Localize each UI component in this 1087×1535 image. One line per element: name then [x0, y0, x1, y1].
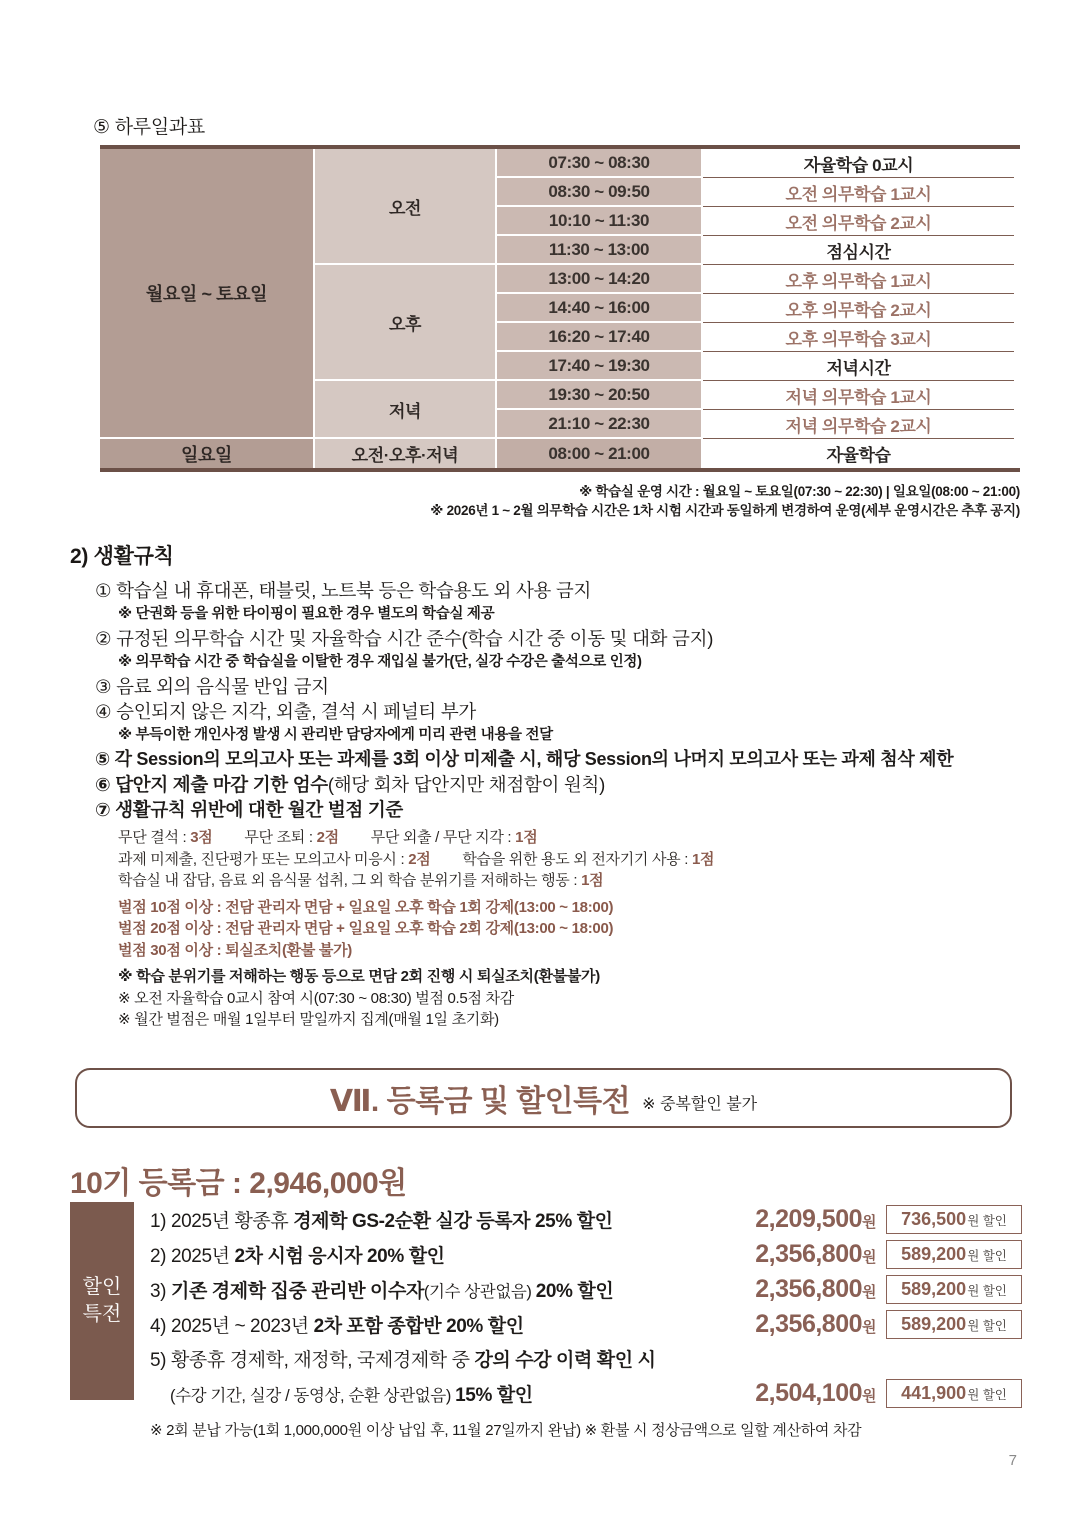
- discount-amount-box: [886, 1379, 1022, 1408]
- rule-2-note: ※ 의무학습 시간 중 학습실을 이탈한 경우 재입실 불가(단, 실강 수강은 출석으로 인정): [118, 654, 642, 670]
- item-text-bold: 15% 할인: [455, 1385, 533, 1406]
- discounted-price: [708, 1379, 876, 1408]
- penalty-label: 학습을 위한 용도 외 전자기기 사용 :: [462, 850, 692, 868]
- price-number: 2,356,800: [755, 1310, 862, 1338]
- penalty-label: 무단 외출 / 무단 지각 :: [370, 829, 516, 846]
- time-cell: 21:10 ~ 22:30: [497, 410, 703, 439]
- penalty-label: 무단 결석 :: [118, 829, 191, 846]
- price-number: 2,209,500: [755, 1205, 862, 1233]
- penalty-line-1: [118, 827, 1075, 849]
- item-text-bold: 2차 포함 종합반 20% 할인: [313, 1316, 524, 1337]
- penalty-value: 1점: [515, 829, 538, 846]
- price-number: 2,356,800: [755, 1240, 862, 1268]
- price-unit: 원: [862, 1319, 876, 1336]
- discount-item-2: [150, 1237, 1022, 1272]
- penalty-pair: [118, 829, 212, 846]
- item-text-bold: 20% 할인: [535, 1281, 614, 1302]
- activity-cell: 오전 의무학습 1교시: [703, 178, 1014, 207]
- time-cell: 10:10 ~ 11:30: [497, 207, 703, 236]
- rule-6-rest: (해당 회차 답안지만 채점함이 원칙): [327, 774, 605, 795]
- item-text-regular: 5) 황종휴 경제학, 재정학, 국제경제학 중: [150, 1350, 475, 1371]
- discount-item-5-line1: [150, 1342, 1022, 1375]
- activity-cell-sunday: 자율학습: [703, 439, 1014, 468]
- discount-label-line2: 특전: [82, 1303, 122, 1325]
- penalty-pair: [371, 829, 538, 846]
- penalty-line-3: [118, 870, 1075, 892]
- penalty-label: 과제 미제출, 진단평가 또는 모의고사 미응시 :: [118, 850, 409, 868]
- penalty-value: 3점: [190, 829, 213, 846]
- rule-4: ④ 승인되지 않은 지각, 외출, 결석 시 페널티 부가: [95, 701, 476, 722]
- price-number: 2,356,800: [755, 1275, 862, 1303]
- discounted-price: [708, 1310, 876, 1339]
- rule-5: ⑤ 각 Session의 모의고사 또는 과제를 3회 이상 미제출 시, 해당 Session의 나머지 모의고사 또는 과제 첨삭 제한: [95, 749, 954, 769]
- activity-cell: 오후 의무학습 2교시: [703, 294, 1014, 323]
- penalty-value: 1점: [691, 850, 715, 868]
- daily-schedule-table: [100, 145, 1020, 472]
- penalty-value: 1점: [581, 872, 604, 889]
- discount-item-text: [150, 1241, 708, 1268]
- rule-3: ③ 음료 외의 음식물 반입 금지: [95, 676, 329, 697]
- price-unit: 원: [862, 1284, 876, 1301]
- fee-section-banner: [75, 1068, 1012, 1128]
- rule-1: ① 학습실 내 휴대폰, 태블릿, 노트북 등은 학습용도 외 사용 금지: [95, 580, 592, 601]
- discount-number: 589,200: [901, 1244, 967, 1264]
- item-text-paren: (수강 기간, 실강 / 동영상, 순환 상관없음): [170, 1387, 456, 1405]
- item-text-paren: (기수 상관없음): [423, 1283, 536, 1301]
- item-text-bold: 2차 시험 응시자 20% 할인: [234, 1246, 445, 1267]
- activity-cell: 저녁 의무학습 2교시: [703, 410, 1014, 439]
- daily-schedule-title: ⑤ 하루일과표: [93, 117, 205, 138]
- price-unit: 원: [862, 1388, 876, 1405]
- discount-item-3: [150, 1272, 1022, 1307]
- penalty-line-2: [118, 849, 1075, 871]
- item-text-bold: 기존 경제학 집중 관리반 이수자: [170, 1281, 424, 1302]
- item-text-regular: 3): [150, 1281, 171, 1302]
- time-cell: 14:40 ~ 16:00: [497, 294, 703, 323]
- item-text-regular: 4) 2025년 ~ 2023년: [150, 1316, 314, 1337]
- time-cell-sunday: 08:00 ~ 21:00: [497, 439, 703, 468]
- discount-amount-box: [886, 1240, 1022, 1269]
- discount-suffix: 원 할인: [967, 1213, 1007, 1228]
- fee-banner-title: Ⅶ. 등록금 및 할인특전: [329, 1085, 631, 1118]
- penalty-warning-30: 벌점 30점 이상 : 퇴실조치(환불 불가): [118, 941, 352, 959]
- activity-cell: 점심시간: [703, 236, 1014, 265]
- discounted-price: [708, 1205, 876, 1234]
- time-cell: 13:00 ~ 14:20: [497, 265, 703, 294]
- rule-1-note: ※ 단권화 등을 위한 타이핑이 필요한 경우 별도의 학습실 제공: [118, 606, 495, 622]
- installment-note: ※ 2회 분납 가능(1회 1,000,000원 이상 납입 후, 11월 27일까지 완납) ※ 환불 시 정상금액으로 일할 계산하여 차감: [150, 1422, 862, 1439]
- penalty-pair: [244, 829, 338, 846]
- discount-amount-box: [886, 1205, 1022, 1234]
- penalty-pair: [118, 872, 603, 889]
- schedule-footnote-1: ※ 학습실 운영 시간 : 월요일 ~ 토요일(07:30 ~ 22:30) | 일요일(08:00 ~ 21:00): [579, 484, 1020, 499]
- period-cell-afternoon: 오후: [315, 265, 497, 381]
- day-cell-sunday: 일요일: [100, 439, 315, 468]
- page-number: 7: [1008, 1452, 1017, 1469]
- discount-number: 441,900: [901, 1383, 967, 1403]
- discounted-price: [708, 1275, 876, 1304]
- discount-label-box: [70, 1202, 134, 1400]
- discount-suffix: 원 할인: [967, 1387, 1007, 1402]
- activity-cell: 저녁시간: [703, 352, 1014, 381]
- time-cell: 16:20 ~ 17:40: [497, 323, 703, 352]
- activity-cell: 오후 의무학습 3교시: [703, 323, 1014, 352]
- penalty-label: 무단 조퇴 :: [244, 829, 317, 846]
- life-rules-section: [70, 540, 1075, 1031]
- discounted-price: [708, 1240, 876, 1269]
- rule-6-bold: ⑥ 답안지 제출 마감 기한 엄수: [95, 774, 328, 795]
- rule-2: ② 규정된 의무학습 시간 및 자율학습 시간 준수(학습 시간 중 이동 및 대화 금지): [95, 628, 714, 649]
- discount-suffix: 원 할인: [967, 1318, 1007, 1333]
- discount-item-5: [150, 1342, 1022, 1412]
- discount-amount-box: [886, 1275, 1022, 1304]
- penalty-warning-20: 벌점 20점 이상 : 전담 관리자 면담 + 일요일 오후 학습 2회 강제(13:00 ~ 18:00): [118, 920, 614, 937]
- time-cell: 11:30 ~ 13:00: [497, 236, 703, 265]
- tuition-heading: 10기 등록금 : 2,946,000원: [70, 1167, 407, 1200]
- discount-label-line1: 할인: [82, 1276, 122, 1298]
- time-cell: 08:30 ~ 09:50: [497, 178, 703, 207]
- discount-suffix: 원 할인: [967, 1283, 1007, 1298]
- rules-heading: 2) 생활규칙: [70, 545, 174, 568]
- period-cell-morning: 오전: [315, 149, 497, 265]
- activity-cell: 오후 의무학습 1교시: [703, 265, 1014, 294]
- rules-note-1: ※ 학습 분위기를 저해하는 행동 등으로 면담 2회 진행 시 퇴실조치(환불불가): [118, 968, 600, 985]
- price-number: 2,504,100: [755, 1379, 862, 1407]
- schedule-footnote-2: ※ 2026년 1 ~ 2월 의무학습 시간은 1차 시험 시간과 동일하게 변경하여 운영(세부 운영시간은 추후 공지): [430, 503, 1020, 518]
- item-text-regular: 1) 2025년 황종휴: [150, 1211, 294, 1232]
- activity-cell: 오전 의무학습 2교시: [703, 207, 1014, 236]
- price-unit: 원: [862, 1249, 876, 1266]
- rule-4-note: ※ 부득이한 개인사정 발생 시 관리반 담당자에게 미리 관련 내용을 전달: [118, 727, 553, 743]
- time-cell: 07:30 ~ 08:30: [497, 149, 703, 178]
- rule-6: [95, 772, 1075, 797]
- discount-item-5-line2: [150, 1375, 1022, 1412]
- discount-item-4: [150, 1307, 1022, 1342]
- discount-number: 736,500: [901, 1209, 967, 1229]
- item-text-bold: 강의 수강 이력 확인 시: [474, 1350, 656, 1371]
- activity-cell: 저녁 의무학습 1교시: [703, 381, 1014, 410]
- item-text-bold: 경제학 GS-2순환 실강 등록자 25% 할인: [293, 1211, 613, 1232]
- activity-cell: 자율학습 0교시: [703, 149, 1014, 178]
- penalty-value: 2점: [408, 850, 431, 868]
- time-cell: 17:40 ~ 19:30: [497, 352, 703, 381]
- item-text-regular: 2) 2025년: [150, 1246, 235, 1267]
- discount-number: 589,200: [901, 1279, 967, 1299]
- penalty-warning-10: 벌점 10점 이상 : 전담 관리자 면담 + 일요일 오후 학습 1회 강제(13:00 ~ 18:00): [118, 898, 614, 916]
- penalty-label: 학습실 내 잡담, 음료 외 음식물 섭취, 그 외 학습 분위기를 저해하는 행동 :: [118, 872, 582, 889]
- penalty-pair: [462, 851, 714, 868]
- schedule-footnotes: [430, 482, 1020, 520]
- time-cell: 19:30 ~ 20:50: [497, 381, 703, 410]
- period-cell-sunday: 오전·오후·저녁: [315, 439, 497, 468]
- discount-suffix: 원 할인: [967, 1248, 1007, 1263]
- rules-note-3: ※ 월간 벌점은 매월 1일부터 말일까지 집계(매월 1일 초기화): [118, 1011, 499, 1028]
- discount-item-text: [150, 1311, 708, 1338]
- penalty-value: 2점: [316, 829, 339, 846]
- discount-item-text: [150, 1345, 1022, 1372]
- period-cell-evening: 저녁: [315, 381, 497, 439]
- penalty-pair: [118, 851, 430, 868]
- rules-note-2: ※ 오전 자율학습 0교시 참여 시(07:30 ~ 08:30) 벌점 0.5점 차감: [118, 989, 514, 1007]
- price-unit: 원: [862, 1214, 876, 1231]
- discount-items: [150, 1202, 1022, 1440]
- discount-item-text: [150, 1206, 708, 1233]
- discount-item-1: [150, 1202, 1022, 1237]
- discount-item-text: [150, 1380, 708, 1407]
- day-cell-mon-sat: 월요일 ~ 토요일: [100, 149, 315, 439]
- discount-amount-box: [886, 1310, 1022, 1339]
- fee-banner-note: ※ 중복할인 불가: [642, 1095, 758, 1113]
- discount-number: 589,200: [901, 1314, 967, 1334]
- discount-item-text: [150, 1276, 708, 1303]
- rule-7: ⑦ 생활규칙 위반에 대한 월간 벌점 기준: [95, 799, 403, 820]
